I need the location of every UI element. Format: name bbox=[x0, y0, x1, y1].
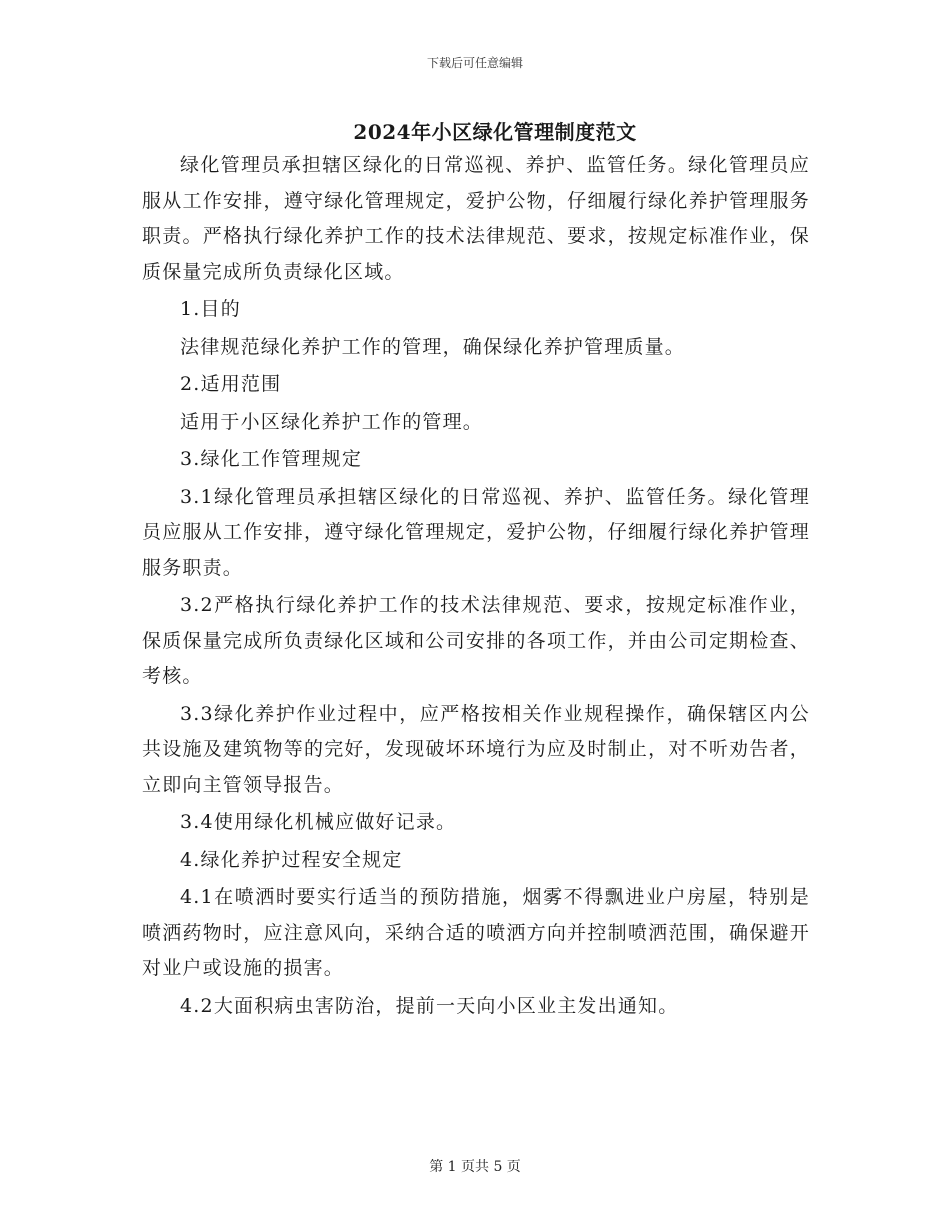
section-heading-safety: 4.绿化养护过程安全规定 bbox=[180, 848, 403, 871]
paragraph-3-4: 3.4使用绿化机械应做好记录。 bbox=[180, 811, 457, 833]
paragraph-4-1: 4.1在喷洒时要实行适当的预防措施，烟雾不得飘进业户房屋，特别是喷洒药物时，应注意风向，采纳合适的喷洒方向并控制喷洒范围，确保避开对业户或设施的损害。 bbox=[142, 886, 810, 979]
section-heading-purpose: 1.目的 bbox=[180, 298, 241, 320]
document-body bbox=[142, 148, 810, 1024]
page-footer: 第 1 页共 5 页 bbox=[429, 1159, 521, 1175]
paragraph-3-1: 3.1绿化管理员承担辖区绿化的日常巡视、养护、监管任务。绿化管理员应服从工作安排，遵守绿化管理规定，爱护公物，仔细履行绿化养护管理服务职责。 bbox=[142, 485, 810, 579]
paragraph-3-3: 3.3绿化养护作业过程中，应严格按相关作业规程操作，确保辖区内公共设施及建筑物等的完好，发现破坏环境行为应及时制止，对不听劝告者，立即向主管领导报告。 bbox=[142, 702, 810, 796]
paragraph-purpose: 法律规范绿化养护工作的管理，确保绿化养护管理质量。 bbox=[180, 335, 686, 358]
section-heading-management: 3.绿化工作管理规定 bbox=[180, 448, 363, 470]
document-title: 2024年小区绿化管理制度范文 bbox=[353, 120, 637, 144]
paragraph-intro: 绿化管理员承担辖区绿化的日常巡视、养护、监管任务。绿化管理员应服从工作安排，遵守绿化管理规定，爱护公物，仔细履行绿化养护管理服务职责。严格执行绿化养护工作的技术法律规范、要求，按规定标准作业，保质保量完成所负责绿化区域。 bbox=[142, 154, 810, 283]
paragraph-scope: 适用于小区绿化养护工作的管理。 bbox=[180, 410, 484, 433]
section-heading-scope: 2.适用范围 bbox=[180, 373, 282, 395]
header-note: 下载后可任意编辑 bbox=[426, 56, 523, 70]
paragraph-4-2: 4.2大面积病虫害防治，提前一天向小区业主发出通知。 bbox=[180, 994, 679, 1017]
paragraph-3-2: 3.2严格执行绿化养护工作的技术法律规范、要求，按规定标准作业，保质保量完成所负责绿化区域和公司安排的各项工作，并由公司定期检查、考核。 bbox=[142, 594, 810, 687]
